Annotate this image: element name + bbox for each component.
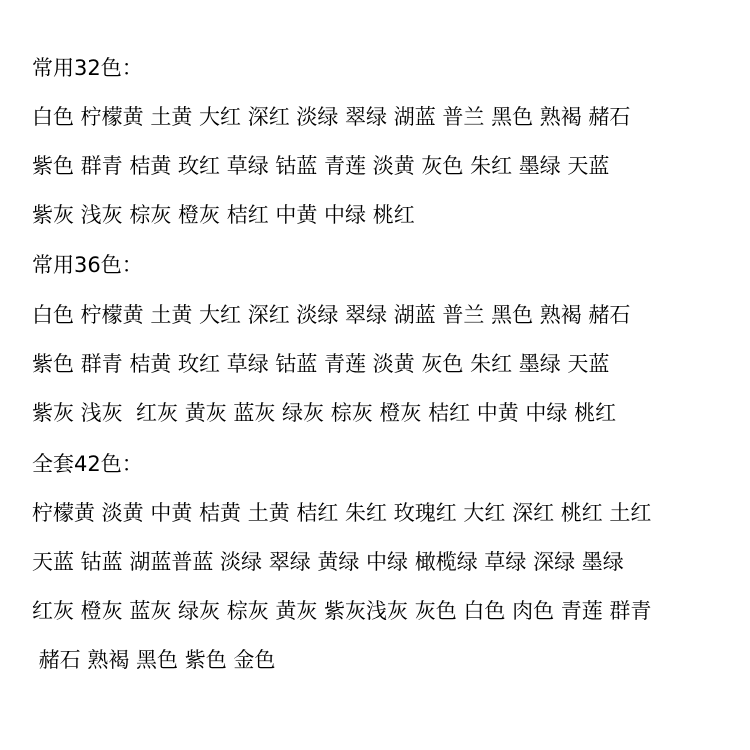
color-line: 紫色 群青 桔黄 玫红 草绿 钴蓝 青莲 淡黄 灰色 朱红 墨绿 天蓝 [32, 154, 610, 178]
color-line: 紫灰 浅灰 红灰 黄灰 蓝灰 绿灰 棕灰 橙灰 桔红 中黄 中绿 桃红 [32, 401, 617, 425]
color-line: 紫灰 浅灰 棕灰 橙灰 桔红 中黄 中绿 桃红 [32, 203, 415, 227]
color-line: 紫色 群青 桔黄 玫红 草绿 钴蓝 青莲 淡黄 灰色 朱红 墨绿 天蓝 [32, 352, 610, 376]
color-line: 天蓝 钴蓝 湖蓝普蓝 淡绿 翠绿 黄绿 中绿 橄榄绿 草绿 深绿 墨绿 [32, 550, 624, 574]
color-line: 柠檬黄 淡黄 中黄 桔黄 土黄 桔红 朱红 玫瑰红 大红 深红 桃红 土红 [32, 501, 652, 525]
color-line: 白色 柠檬黄 土黄 大红 深红 淡绿 翠绿 湖蓝 普兰 黑色 熟褐 赭石 [32, 105, 631, 129]
section-heading-42: 全套42色： [32, 452, 143, 476]
color-line: 红灰 橙灰 蓝灰 绿灰 棕灰 黄灰 紫灰浅灰 灰色 白色 肉色 青莲 群青 [32, 599, 652, 623]
color-line: 白色 柠檬黄 土黄 大红 深红 淡绿 翠绿 湖蓝 普兰 黑色 熟褐 赭石 [32, 303, 631, 327]
color-line: 赭石 熟褐 黑色 紫色 金色 [32, 648, 276, 672]
section-heading-36: 常用36色： [32, 253, 143, 277]
section-heading-32: 常用32色： [32, 56, 143, 80]
